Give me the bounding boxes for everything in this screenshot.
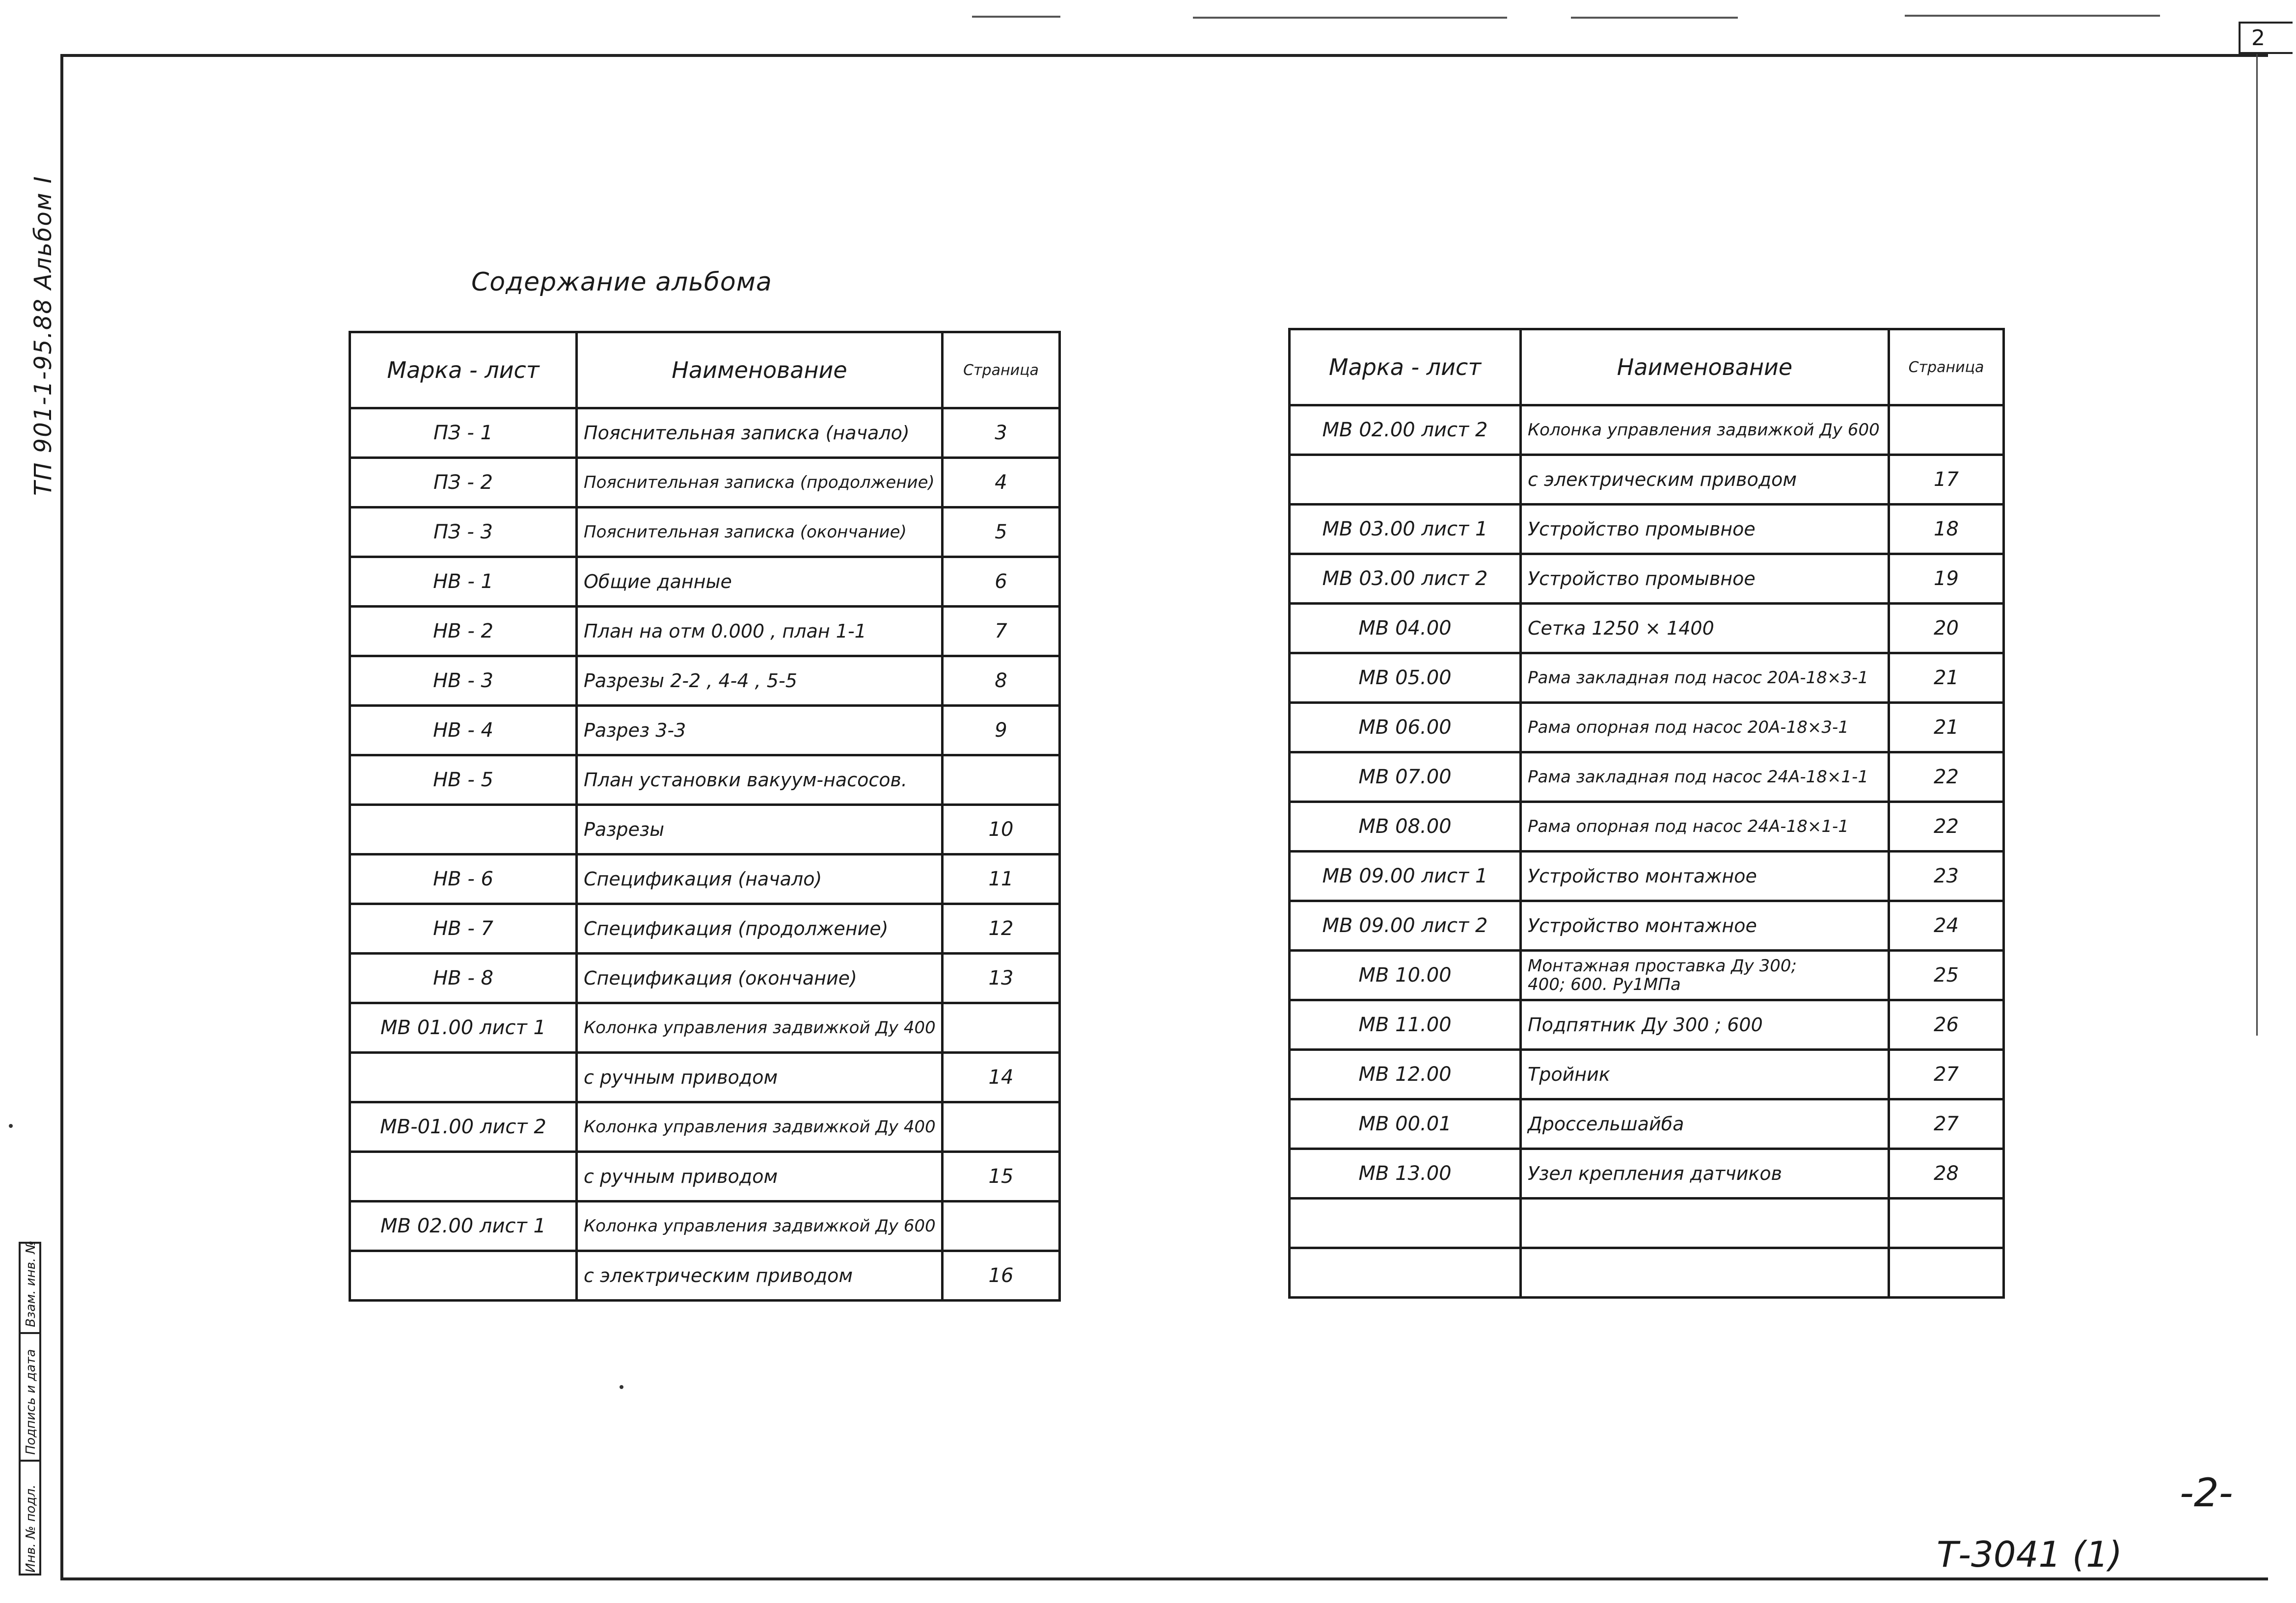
cell-mark: ПЗ - 3 xyxy=(350,508,577,557)
cell-page xyxy=(1889,1248,2004,1298)
cell-name: с ручным приводом xyxy=(577,1152,943,1202)
table-row xyxy=(1290,1248,2004,1298)
cell-name-line2: 400; 600. Ру1МПа xyxy=(1528,975,1681,994)
cell-name: Спецификация (продолжение) xyxy=(577,904,943,954)
cell-name: Колонка управления задвижкой Ду 600 xyxy=(577,1202,943,1251)
cell-mark: НВ - 1 xyxy=(350,557,577,607)
cell-page: 9 xyxy=(943,706,1060,755)
cell-page: 12 xyxy=(943,904,1060,954)
cell-mark xyxy=(1290,455,1521,505)
cell-name: Пояснительная записка (продолжение) xyxy=(577,458,943,508)
cell-name: Разрезы 2-2 , 4-4 , 5-5 xyxy=(577,656,943,706)
table-row xyxy=(350,1003,1060,1053)
cell-page: 22 xyxy=(1889,752,2004,802)
table-row xyxy=(1290,554,2004,604)
footer-page-number: -2- xyxy=(2180,1470,2233,1516)
table-row xyxy=(350,805,1060,855)
cell-mark: МВ 10.00 xyxy=(1290,951,1521,1000)
cell-name: Пояснительная записка (начало) xyxy=(577,408,943,458)
footer-archive-code: Т-3041 (1) xyxy=(1937,1534,2123,1575)
cell-page: 16 xyxy=(943,1251,1060,1301)
header-page: Страница xyxy=(943,332,1060,408)
table-row xyxy=(1290,951,2004,1000)
table-row xyxy=(1290,1050,2004,1099)
cell-page xyxy=(943,1102,1060,1152)
cell-mark: НВ - 5 xyxy=(350,755,577,805)
cell-name: с электрическим приводом xyxy=(1521,455,1889,505)
table-row xyxy=(1290,505,2004,554)
cell-page: 24 xyxy=(1889,901,2004,951)
table-row xyxy=(1290,1199,2004,1248)
cell-page: 26 xyxy=(1889,1000,2004,1050)
scan-mark xyxy=(1571,17,1738,19)
cell-mark: МВ 00.01 xyxy=(1290,1099,1521,1149)
stamp-inv-podl: Инв. № подл. xyxy=(24,1484,38,1573)
cell-page: 21 xyxy=(1889,653,2004,703)
cell-mark xyxy=(350,1152,577,1202)
cell-page: 3 xyxy=(943,408,1060,458)
stamp-vzam: Взам. инв. № xyxy=(24,1240,38,1327)
cell-page: 10 xyxy=(943,805,1060,855)
table-header-row xyxy=(350,332,1060,408)
cell-name: Устройство промывное xyxy=(1521,554,1889,604)
scan-mark xyxy=(1905,15,2160,17)
cell-mark: МВ 06.00 xyxy=(1290,703,1521,752)
header-name: Наименование xyxy=(577,332,943,408)
cell-page xyxy=(943,755,1060,805)
cell-name: Рама закладная под насос 24А-18×1-1 xyxy=(1521,752,1889,802)
header-mark: Марка - лист xyxy=(1290,329,1521,405)
cell-page: 27 xyxy=(1889,1050,2004,1099)
cell-name: Устройство монтажное xyxy=(1521,852,1889,901)
table-row xyxy=(350,706,1060,755)
cell-mark: МВ 09.00 лист 2 xyxy=(1290,901,1521,951)
cell-name: Общие данные xyxy=(577,557,943,607)
cell-mark: ПЗ - 1 xyxy=(350,408,577,458)
cell-mark xyxy=(1290,1199,1521,1248)
cell-mark: НВ - 6 xyxy=(350,855,577,904)
cell-page: 19 xyxy=(1889,554,2004,604)
cell-name: Узел крепления датчиков xyxy=(1521,1149,1889,1199)
table-row xyxy=(350,408,1060,458)
frame-right-edge xyxy=(2256,54,2258,1036)
cell-page: 20 xyxy=(1889,604,2004,653)
cell-name-line1: Монтажная проставка Ду 300; xyxy=(1528,956,1797,976)
cell-name xyxy=(1521,1199,1889,1248)
cell-page xyxy=(1889,405,2004,455)
contents-table-left xyxy=(349,331,1061,1302)
cell-mark xyxy=(350,805,577,855)
cell-page: 15 xyxy=(943,1152,1060,1202)
cell-name: с электрическим приводом xyxy=(577,1251,943,1301)
cell-name: Дроссельшайба xyxy=(1521,1099,1889,1149)
cell-page: 27 xyxy=(1889,1099,2004,1149)
table-row xyxy=(350,1251,1060,1301)
cell-page xyxy=(943,1003,1060,1053)
cell-name: с ручным приводом xyxy=(577,1053,943,1102)
table-row xyxy=(350,904,1060,954)
table-row xyxy=(1290,405,2004,455)
table-row xyxy=(1290,455,2004,505)
table-row xyxy=(1290,752,2004,802)
cell-page: 8 xyxy=(943,656,1060,706)
cell-page: 11 xyxy=(943,855,1060,904)
cell-mark: МВ 03.00 лист 1 xyxy=(1290,505,1521,554)
table-row xyxy=(1290,1099,2004,1149)
cell-name: Колонка управления задвижкой Ду 400 xyxy=(577,1003,943,1053)
sheet-number-text: 2 xyxy=(2251,25,2265,51)
cell-page: 14 xyxy=(943,1053,1060,1102)
page-title: Содержание альбома xyxy=(471,267,772,297)
cell-mark: ПЗ - 2 xyxy=(350,458,577,508)
cell-mark: МВ-01.00 лист 2 xyxy=(350,1102,577,1152)
table-header-row xyxy=(1290,329,2004,405)
scan-mark xyxy=(972,16,1060,18)
cell-name: Рама опорная под насос 24А-18×1-1 xyxy=(1521,802,1889,852)
table-row xyxy=(350,1053,1060,1102)
table-row xyxy=(1290,1149,2004,1199)
header-page: Страница xyxy=(1889,329,2004,405)
cell-mark xyxy=(350,1053,577,1102)
cell-mark: НВ - 4 xyxy=(350,706,577,755)
stamp-podpis: Подпись и дата xyxy=(24,1349,38,1455)
cell-page: 5 xyxy=(943,508,1060,557)
cell-name: Пояснительная записка (окончание) xyxy=(577,508,943,557)
cell-mark: МВ 05.00 xyxy=(1290,653,1521,703)
table-row xyxy=(350,508,1060,557)
cell-name: Подпятник Ду 300 ; 600 xyxy=(1521,1000,1889,1050)
table-row xyxy=(350,855,1060,904)
contents-table-right xyxy=(1288,328,2005,1299)
scan-speck xyxy=(9,1124,13,1128)
header-mark: Марка - лист xyxy=(350,332,577,408)
table-row xyxy=(1290,802,2004,852)
table-row xyxy=(350,755,1060,805)
cell-mark: МВ 13.00 xyxy=(1290,1149,1521,1199)
cell-mark xyxy=(1290,1248,1521,1298)
cell-name: Тройник xyxy=(1521,1050,1889,1099)
album-code: ТП 901-1-95.88 Альбом I xyxy=(29,175,57,496)
table-row xyxy=(1290,901,2004,951)
cell-name: Устройство промывное xyxy=(1521,505,1889,554)
cell-page: 6 xyxy=(943,557,1060,607)
scan-mark xyxy=(1193,17,1507,19)
table-row xyxy=(1290,1000,2004,1050)
cell-mark: МВ 07.00 xyxy=(1290,752,1521,802)
cell-name: Спецификация (окончание) xyxy=(577,954,943,1003)
cell-name: Устройство монтажное xyxy=(1521,901,1889,951)
cell-name: План на отм 0.000 , план 1-1 xyxy=(577,607,943,656)
cell-page: 22 xyxy=(1889,802,2004,852)
cell-name: Колонка управления задвижкой Ду 600 xyxy=(1521,405,1889,455)
table-row xyxy=(350,458,1060,508)
cell-page: 28 xyxy=(1889,1149,2004,1199)
cell-mark: МВ 12.00 xyxy=(1290,1050,1521,1099)
cell-page: 18 xyxy=(1889,505,2004,554)
cell-mark: МВ 01.00 лист 1 xyxy=(350,1003,577,1053)
cell-name: Рама опорная под насос 20А-18×3-1 xyxy=(1521,703,1889,752)
table-row xyxy=(350,656,1060,706)
cell-name: Спецификация (начало) xyxy=(577,855,943,904)
table-row xyxy=(1290,653,2004,703)
cell-mark: НВ - 7 xyxy=(350,904,577,954)
sheet-number xyxy=(2239,22,2293,54)
cell-name: План установки вакуум-насосов. xyxy=(577,755,943,805)
cell-mark: НВ - 8 xyxy=(350,954,577,1003)
cell-mark: МВ 04.00 xyxy=(1290,604,1521,653)
scan-speck xyxy=(620,1385,623,1389)
cell-name xyxy=(1521,1248,1889,1298)
cell-page: 25 xyxy=(1889,951,2004,1000)
cell-mark: НВ - 2 xyxy=(350,607,577,656)
table-row xyxy=(1290,604,2004,653)
table-row xyxy=(1290,703,2004,752)
cell-name: Сетка 1250 × 1400 xyxy=(1521,604,1889,653)
cell-page: 17 xyxy=(1889,455,2004,505)
cell-mark: МВ 11.00 xyxy=(1290,1000,1521,1050)
cell-page xyxy=(1889,1199,2004,1248)
cell-page: 13 xyxy=(943,954,1060,1003)
table-row xyxy=(350,1202,1060,1251)
cell-mark: МВ 03.00 лист 2 xyxy=(1290,554,1521,604)
cell-mark: МВ 02.00 лист 1 xyxy=(350,1202,577,1251)
cell-mark xyxy=(350,1251,577,1301)
cell-mark: НВ - 3 xyxy=(350,656,577,706)
cell-name: Разрез 3-3 xyxy=(577,706,943,755)
cell-page xyxy=(943,1202,1060,1251)
cell-page: 21 xyxy=(1889,703,2004,752)
approval-stamp xyxy=(19,1242,41,1576)
cell-name: Рама закладная под насос 20А-18×3-1 xyxy=(1521,653,1889,703)
table-row xyxy=(350,1102,1060,1152)
cell-page: 23 xyxy=(1889,852,2004,901)
cell-mark: МВ 08.00 xyxy=(1290,802,1521,852)
cell-mark: МВ 09.00 лист 1 xyxy=(1290,852,1521,901)
cell-name: Колонка управления задвижкой Ду 400 xyxy=(577,1102,943,1152)
stamp-divider xyxy=(21,1460,39,1462)
table-row xyxy=(350,557,1060,607)
header-name: Наименование xyxy=(1521,329,1889,405)
cell-name xyxy=(1521,951,1889,1000)
cell-page: 7 xyxy=(943,607,1060,656)
cell-mark: МВ 02.00 лист 2 xyxy=(1290,405,1521,455)
cell-page: 4 xyxy=(943,458,1060,508)
stamp-divider xyxy=(21,1332,39,1334)
table-row xyxy=(350,607,1060,656)
table-row xyxy=(1290,852,2004,901)
table-row xyxy=(350,954,1060,1003)
cell-name: Разрезы xyxy=(577,805,943,855)
table-row xyxy=(350,1152,1060,1202)
